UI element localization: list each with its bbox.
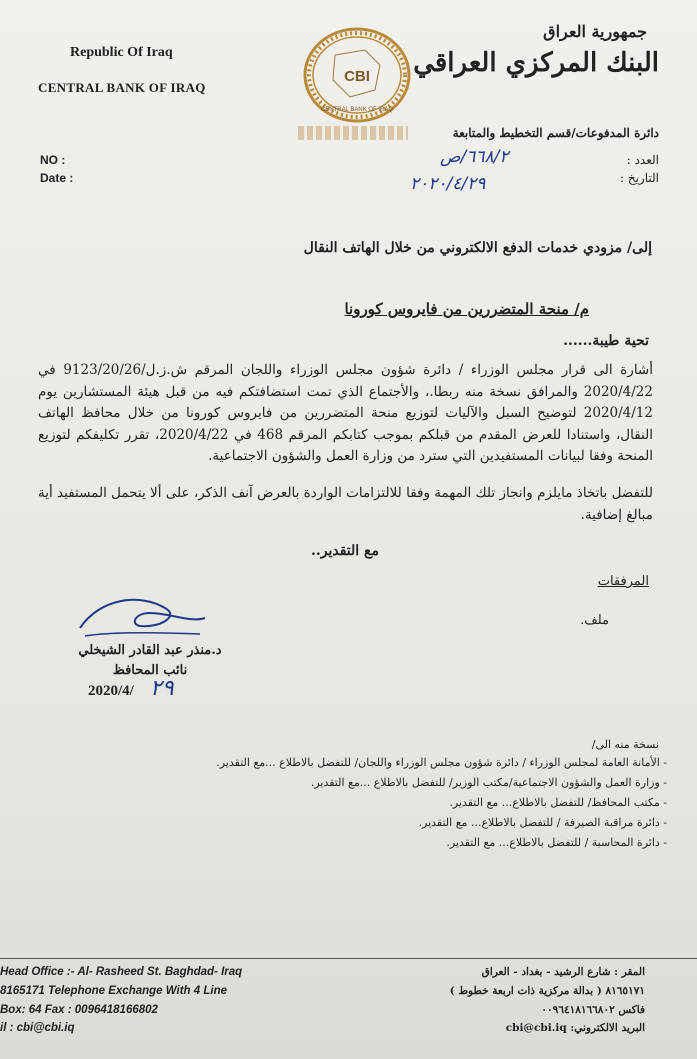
handwritten-number: ٦٦٨/٢/ص [440, 147, 509, 167]
logo-initials: CBI [344, 68, 370, 85]
footer-fax-en: Box: 64 Fax : 0096418166802 [0, 1004, 158, 1016]
date-label: Date : [40, 171, 74, 185]
arabic-bank-heading: البنك المركزي العراقي [413, 48, 659, 78]
footer-fax-ar: فاكس ٠٠٩٦٤١٨١٦٦٨٠٢ [541, 1004, 645, 1016]
greeting: تحية طيبة...... [563, 333, 649, 349]
signature-mark [70, 588, 210, 648]
signature-date: 2020/4/ [88, 683, 134, 699]
english-bank-heading: CENTRAL BANK OF IRAQ [38, 80, 206, 95]
no-label: NO : [40, 153, 66, 167]
handwritten-date: ٢٠٢٠/٤/٢٩ [410, 174, 486, 194]
subject-line: م/ منحة المتضررين من فايروس كورونا [344, 300, 589, 318]
arabic-republic-heading: جمهورية العراق [543, 22, 647, 41]
arabic-date-label: التاريخ : [619, 171, 659, 185]
attachments-label: المرفقات [597, 574, 649, 589]
signer-title: نائب المحافظ [112, 663, 188, 678]
copy-item: - الأمانة العامة لمجلس الوزراء / دائرة شؤون مجلس الوزراء واللجان/ للتفضل بالاطلاع ...مع التقدير. [216, 756, 667, 769]
footer-email-ar: البريد الالكتروني: cbi@cbi.iq [505, 1022, 645, 1034]
footer-divider [0, 958, 697, 959]
english-republic-heading: Republic Of Iraq [70, 45, 173, 60]
closing-regards: مع التقدير.. [310, 543, 379, 559]
stamp-smudge [298, 126, 408, 140]
file-label: ملف. [580, 613, 609, 628]
body-paragraph-1: أشارة الى قرار مجلس الوزراء / دائرة شؤون مجلس الوزراء واللجان المرقم ش.ز.ل/9123/20/26 في 2020/4/22 والمرافق نسخة منه ربطا.، والأجتماع الذي تمت استضافتكم فيه من قبل هيئة المستشارين يوم 2020/4/12 لتوضيح السبل والآليات لتوزيع منحة المتضررين من فايروس كورونا من خلال محافظ الهاتف النقال، واستنادا للعرض المقدم من قبلكم بموجب كتابكم المرقم 468 في 2020/4/22، تقرر تكليفكم لتوزيع المنحة وفقا لبيانات المستفيدين التي سترد من وزارة العمل والشؤون الاجتماعية. [38, 362, 653, 464]
arabic-no-label: العدد : [626, 153, 659, 167]
signature-day-handwritten: ٢٩ [150, 676, 174, 701]
footer-phone-ar: ٨١٦٥١٧١ ( بدالة مركزية ذات اربعة خطوط ) [449, 985, 645, 997]
footer-address-en: Head Office :- Al- Rasheed St. Baghdad- Iraq [0, 966, 243, 978]
footer-address-ar: المقر : شارع الرشيد - بغداد - العراق [481, 966, 645, 978]
footer-phone-en: 8165171 Telephone Exchange With 4 Line [0, 985, 227, 997]
copy-item: - مكتب المحافظ/ للتفضل بالاطلاع... مع التقدير. [449, 796, 667, 809]
footer-email-en: il : cbi@cbi.iq [0, 1022, 75, 1034]
signer-name: د.منذر عبد القادر الشيخلي [78, 643, 222, 658]
copy-item: - دائرة المحاسبة / للتفضل بالاطلاع... مع التقدير. [446, 836, 667, 849]
copies-list [107, 753, 667, 853]
copies-header: نسخة منه الى/ [591, 738, 659, 751]
body-paragraph-2: للتفضل باتخاذ مايلزم وانجاز تلك المهمة وفقا للالتزامات الواردة بالعرض آنف الذكر، على ألا يتحمل المستفيد أية مبالغ إضافية. [38, 485, 653, 523]
copy-item: - دائرة مراقبة الصيرفة / للتفضل بالاطلاع... مع التقدير. [418, 816, 667, 829]
copy-item: - وزارة العمل والشؤون الاجتماعية/مكتب الوزير/ للتفضل بالاطلاع ...مع التقدير. [310, 776, 667, 789]
recipient-line: إلى/ مزودي خدمات الدفع الالكتروني من خلال الهاتف النقال [303, 240, 652, 256]
cbi-logo-emblem [295, 25, 420, 125]
logo-ring-text: CENTRAL BANK OF IRAQ [320, 107, 394, 113]
department-line: دائرة المدفوعات/قسم التخطيط والمتابعة [452, 126, 659, 140]
